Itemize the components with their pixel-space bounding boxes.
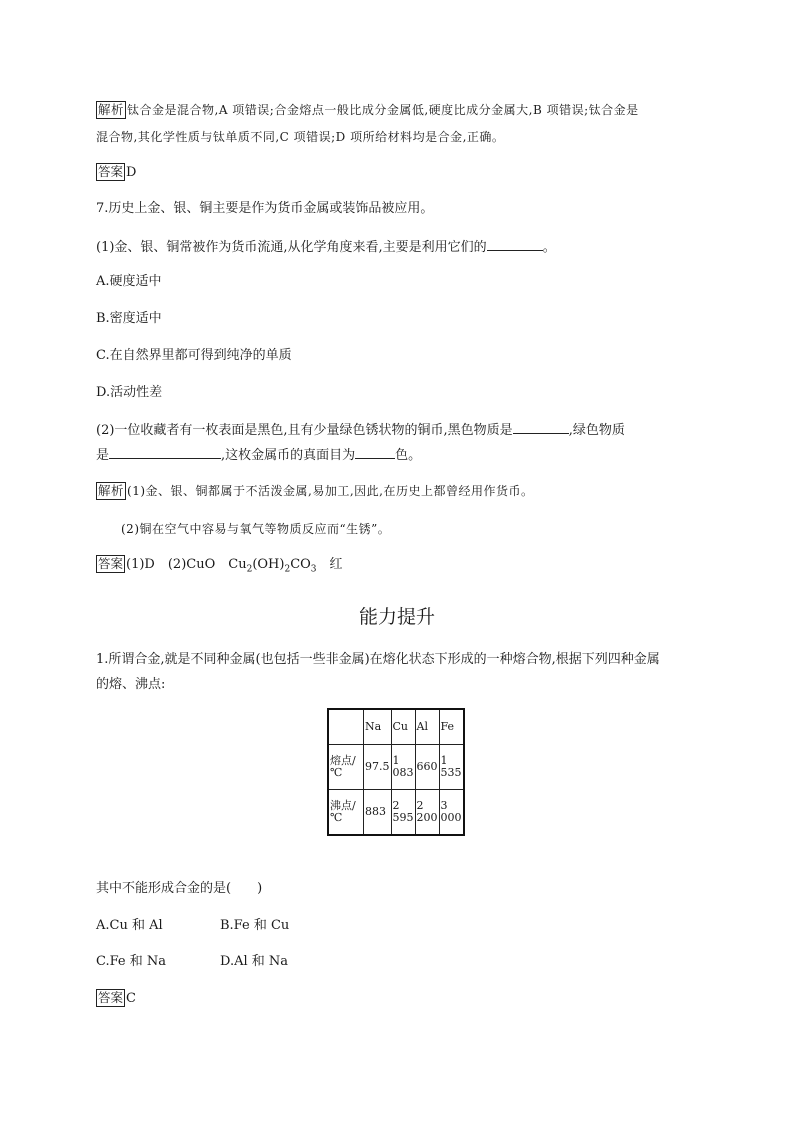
q7-part2-line1 (96, 420, 625, 440)
answer-blank (355, 445, 395, 459)
q1-stem-line2: 的熔、沸点: (96, 677, 166, 692)
q7-part1 (96, 237, 556, 257)
answer-tag: 答案 (98, 556, 124, 571)
q7-option-d: D.活动性差 (96, 385, 163, 400)
q7-analysis-text2: (2)铜在空气中容易与氧气等物质反应而“生锈”。 (121, 522, 391, 536)
q7-analysis-line1 (96, 482, 533, 500)
table-cell: 1 083 (391, 745, 415, 790)
table-cell: 3 000 (439, 790, 464, 836)
answer-blank (109, 445, 221, 459)
table-cell (328, 709, 364, 745)
q6-answer-text: D (126, 165, 137, 180)
q1-option-b: B.Fe 和 Cu (220, 918, 290, 933)
table-row (328, 790, 464, 836)
q6-analysis-text1: 钛合金是混合物,A 项错误;合金熔点一般比成分金属低,硬度比成分金属大,B 项错误;钛合金是 (127, 103, 639, 117)
q7-part2-a: (2)一位收藏者有一枚表面是黑色,且有少量绿色锈状物的铜币,黑色物质是 (96, 423, 513, 438)
q1-answer (96, 989, 136, 1008)
q1-option-a: A.Cu 和 Al (96, 918, 163, 933)
answer-tag: 答案 (98, 164, 124, 179)
q7-answer-text-c: CO (290, 557, 311, 572)
table-header-cell: Al (415, 709, 439, 745)
subscript: 3 (310, 564, 317, 575)
q1-option-d: D.Al 和 Na (220, 954, 289, 969)
q1-stem-line1: 1.所谓合金,就是不同种金属(也包括一些非金属)在熔化状态下形成的一种熔合物,根据下列四种金属 (96, 652, 660, 667)
q7-part2-line2 (96, 445, 421, 465)
section-title: 能力提升 (358, 606, 435, 628)
table-header-cell: Na (364, 709, 392, 745)
table-row (328, 745, 464, 790)
q7-part2-b: ,绿色物质 (568, 423, 625, 438)
q6-analysis-text2: 混合物,其化学性质与钛单质不同,C 项错误;D 项所给材料均是合金,正确。 (96, 130, 505, 144)
table-row-label: 熔点/℃ (328, 745, 364, 790)
analysis-tag: 解析 (98, 483, 125, 498)
q7-part1-end: 。 (542, 240, 556, 255)
table-header-cell: Cu (391, 709, 415, 745)
q7-answer (96, 555, 343, 579)
q7-analysis-text1: (1)金、银、铜都属于不活泼金属,易加工,因此,在历史上都曾经用作货币。 (127, 484, 534, 498)
q1-options-row2 (96, 953, 288, 971)
q7-option-b: B.密度适中 (96, 311, 162, 326)
subscript: 2 (284, 564, 291, 575)
q7-answer-text-a: (1)D (2)CuO Cu (126, 557, 247, 572)
table-header-row (328, 709, 464, 745)
table-cell: 1 535 (439, 745, 464, 790)
q1-options-row1 (96, 917, 289, 935)
q7-stem: 7.历史上金、银、铜主要是作为货币金属或装饰品被应用。 (96, 201, 434, 216)
q1-answer-text: C (126, 991, 136, 1006)
q7-part2-d: ,这枚金属币的真面目为 (221, 448, 356, 463)
answer-tag: 答案 (98, 990, 124, 1005)
q1-question: 其中不能形成合金的是( ) (96, 881, 263, 896)
table-cell: 97.5 (364, 745, 392, 790)
table-cell: 660 (415, 745, 439, 790)
table-header-cell: Fe (439, 709, 464, 745)
table-cell: 2 200 (415, 790, 439, 836)
q6-answer (96, 163, 136, 182)
q7-answer-text-d: 红 (316, 557, 343, 572)
answer-blank (487, 237, 543, 251)
q7-option-c: C.在自然界里都可得到纯净的单质 (96, 348, 292, 363)
table-cell: 2 595 (391, 790, 415, 836)
q1-option-c: C.Fe 和 Na (96, 954, 167, 969)
table-row-label: 沸点/℃ (328, 790, 364, 836)
q7-part2-c: 是 (96, 448, 110, 463)
q7-option-a: A.硬度适中 (96, 274, 162, 289)
subscript: 2 (246, 564, 253, 575)
table-cell: 883 (364, 790, 392, 836)
analysis-tag: 解析 (98, 102, 125, 117)
melting-boiling-table (327, 708, 465, 836)
answer-blank (513, 420, 569, 434)
q7-part2-e: 色。 (395, 448, 422, 463)
q6-analysis-line1 (96, 101, 639, 119)
q7-answer-text-b: (OH) (252, 557, 285, 572)
q7-part1-text: (1)金、银、铜常被作为货币流通,从化学角度来看,主要是利用它们的 (96, 240, 487, 255)
